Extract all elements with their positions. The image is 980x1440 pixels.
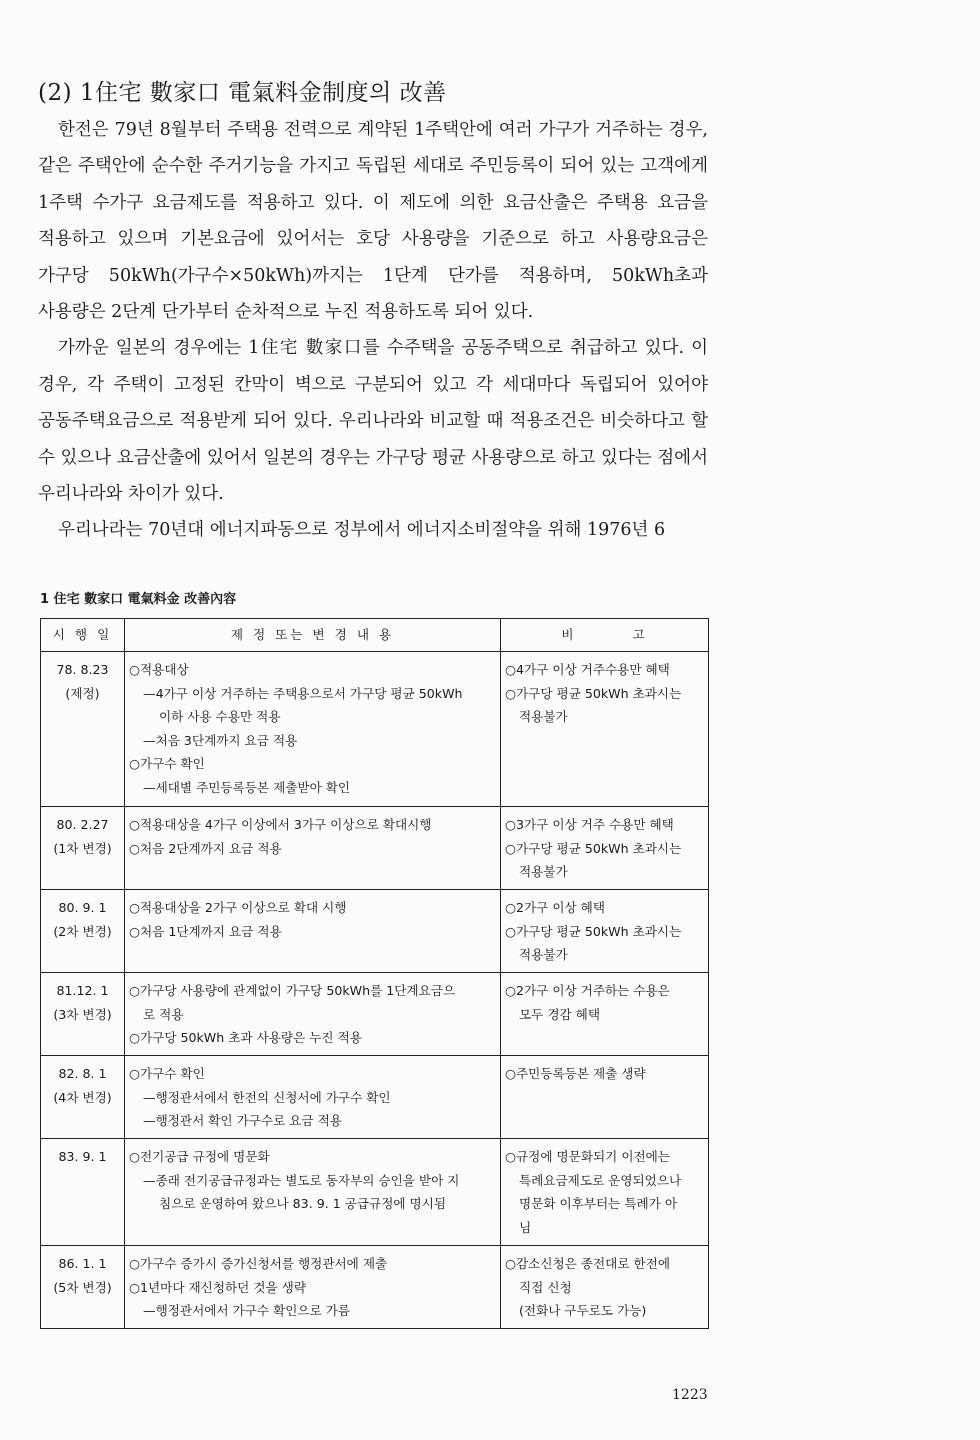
note-line: ○감소신청은 종전대로 한전에 <box>505 1256 670 1271</box>
table-row <box>41 973 709 1056</box>
note-line: ○2가구 이상 거주하는 수용은 <box>505 983 670 998</box>
note-line: 적용불가 <box>519 709 568 724</box>
content-line: 이하 사용 수용만 적용 <box>159 709 281 724</box>
body-text <box>38 112 708 549</box>
note-line: 특례요금제도로 운영되었으나 <box>519 1172 682 1188</box>
content-line: ○가구당 50kWh 초과 사용량은 누진 적용 <box>129 1030 362 1045</box>
note-line: ○가구당 평균 50kWh 초과시는 <box>505 923 682 939</box>
note-line: 명문화 이후부터는 특례가 아 <box>519 1196 677 1211</box>
row-content-cell <box>125 973 501 1056</box>
row-label: (3차 변경) <box>53 1006 112 1022</box>
row-content-cell <box>125 1056 501 1139</box>
row-date: 86. 1. 1 <box>58 1256 107 1271</box>
content-line: ○가구수 확인 <box>129 1066 205 1081</box>
note-line: ○3가구 이상 거주 수용만 혜택 <box>505 817 674 832</box>
row-date: 78. 8.23 <box>56 662 109 677</box>
row-content-cell <box>125 890 501 973</box>
row-note-cell <box>501 1246 709 1329</box>
row-date: 83. 9. 1 <box>58 1149 107 1164</box>
content-line: —행정관서에서 한전의 신청서에 가구수 확인 <box>143 1089 391 1105</box>
note-line: ○4가구 이상 거주수용만 혜택 <box>505 662 670 677</box>
row-content-cell <box>125 652 501 807</box>
note-line: 적용불가 <box>519 947 568 962</box>
row-note-cell <box>501 1139 709 1246</box>
row-label: (제정) <box>65 685 100 701</box>
content-line: ○적용대상 <box>129 662 189 677</box>
table-row <box>41 807 709 890</box>
row-note-cell <box>501 1056 709 1139</box>
row-label: (2차 변경) <box>53 923 112 939</box>
row-date-cell <box>41 1139 125 1246</box>
content-line: ○가구수 확인 <box>129 756 205 771</box>
content-line: ○전기공급 규정에 명문화 <box>129 1149 270 1164</box>
row-label: (4차 변경) <box>53 1089 112 1105</box>
row-label: (1차 변경) <box>53 840 112 856</box>
content-line: ○가구당 사용량에 관계없이 가구당 50kWh를 1단계요금으 <box>129 983 456 998</box>
note-line: ○2가구 이상 혜택 <box>505 900 606 915</box>
row-date-cell <box>41 807 125 890</box>
row-note-cell <box>501 652 709 807</box>
row-note-cell <box>501 890 709 973</box>
paragraph: 한전은 79년 8월부터 주택용 전력으로 계약된 1주택안에 여러 가구가 거주하는 경우, 같은 주택안에 순수한 주거기능을 가지고 독립된 세대로 주민등록이 되어 있는 고객에게 1주택 수가구 요금제도를 적용하고 있다. 이 제도에 의한 요금산출은 주택용 요금을 적용하고 있으며 기본요금에 있어서는 호당 사용량을 기준으로 하고 사용량요금은 가구당 50kWh(가구수×50kWh)까지는 1단계 단가를 적용하며, 50kWh초과 사용량은 2단계 단가부터 순차적으로 누진 적용하도록 되어 있다. <box>38 120 708 323</box>
table-row <box>41 652 709 807</box>
row-date-cell <box>41 1056 125 1139</box>
row-label: (5차 변경) <box>53 1279 112 1295</box>
paragraph: 우리나라는 70년대 에너지파동으로 정부에서 에너지소비절약을 위해 1976년 6 <box>58 520 666 541</box>
note-line: 직접 신청 <box>519 1279 572 1295</box>
row-content-cell <box>125 1246 501 1329</box>
header-note: 비 고 <box>501 619 709 652</box>
content-line: —세대별 주민등록등본 제출받아 확인 <box>143 779 351 795</box>
note-line: ○가구당 평균 50kWh 초과시는 <box>505 685 682 701</box>
header-content: 제 정 또는 변 경 내 용 <box>125 619 501 652</box>
row-date: 80. 2.27 <box>56 817 109 832</box>
content-line: ○처음 2단계까지 요금 적용 <box>129 840 282 856</box>
note-line: (전화나 구두로도 가능) <box>519 1303 647 1318</box>
table-row <box>41 1139 709 1246</box>
page-number: 1223 <box>672 1387 708 1403</box>
content-line: —행정관서에서 가구수 확인으로 가름 <box>143 1303 351 1318</box>
row-date-cell <box>41 890 125 973</box>
row-note-cell <box>501 973 709 1056</box>
table-row <box>41 1246 709 1329</box>
table-header-row <box>41 619 709 652</box>
note-line: 적용불가 <box>519 864 568 879</box>
row-date-cell <box>41 652 125 807</box>
note-line: 님 <box>519 1219 532 1235</box>
note-line: ○가구당 평균 50kWh 초과시는 <box>505 840 682 856</box>
content-line: ○처음 1단계까지 요금 적용 <box>129 923 282 939</box>
note-line: ○규정에 명문화되기 이전에는 <box>505 1149 670 1164</box>
note-line: 모두 경감 혜택 <box>519 1006 600 1022</box>
content-line: ○적용대상을 2가구 이상으로 확대 시행 <box>129 900 347 915</box>
row-date: 82. 8. 1 <box>58 1066 107 1081</box>
content-line: —처음 3단계까지 요금 적용 <box>143 732 298 748</box>
row-date-cell <box>41 1246 125 1329</box>
content-line: 로 적용 <box>143 1006 184 1022</box>
row-content-cell <box>125 1139 501 1246</box>
table-row <box>41 890 709 973</box>
row-date: 80. 9. 1 <box>58 900 107 915</box>
row-note-cell <box>501 807 709 890</box>
section-heading: (2) 1住宅 數家口 電氣料金制度의 改善 <box>38 80 447 106</box>
row-content-cell <box>125 807 501 890</box>
header-date: 시 행 일 <box>41 619 125 652</box>
content-line: ○가구수 증가시 증가신청서를 행정관서에 제출 <box>129 1256 388 1271</box>
content-line: 침으로 운영하여 왔으나 83. 9. 1 공급규정에 명시됨 <box>159 1196 447 1211</box>
note-line: ○주민등록등본 제출 생략 <box>505 1066 646 1081</box>
content-line: —행정관서 확인 가구수로 요금 적용 <box>143 1113 342 1128</box>
row-date: 81.12. 1 <box>56 983 109 998</box>
content-line: ○적용대상을 4가구 이상에서 3가구 이상으로 확대시행 <box>129 817 432 832</box>
content-line: ○1년마다 재신청하던 것을 생략 <box>129 1279 306 1295</box>
content-line: —4가구 이상 거주하는 주택용으로서 가구당 평균 50kWh <box>143 685 463 701</box>
table-caption: 1 住宅 數家口 電氣料金 改善內容 <box>40 592 237 607</box>
row-date-cell <box>41 973 125 1056</box>
revision-table <box>40 618 709 1329</box>
paragraph: 가까운 일본의 경우에는 1住宅 數家口를 수주택을 공동주택으로 취급하고 있다. 이 경우, 각 주택이 고정된 칸막이 벽으로 구분되어 있고 각 세대마다 독립되어 있어야 공동주택요금으로 적용받게 되어 있다. 우리나라와 비교할 때 적용조건은 비슷하다고 할 수 있으나 요금산출에 있어서 일본의 경우는 가구당 평균 사용량으로 하고 있다는 점에서 우리나라와 차이가 있다. <box>38 338 708 505</box>
content-line: —종래 전기공급규정과는 별도로 동자부의 승인을 받아 지 <box>143 1172 460 1188</box>
table-row <box>41 1056 709 1139</box>
